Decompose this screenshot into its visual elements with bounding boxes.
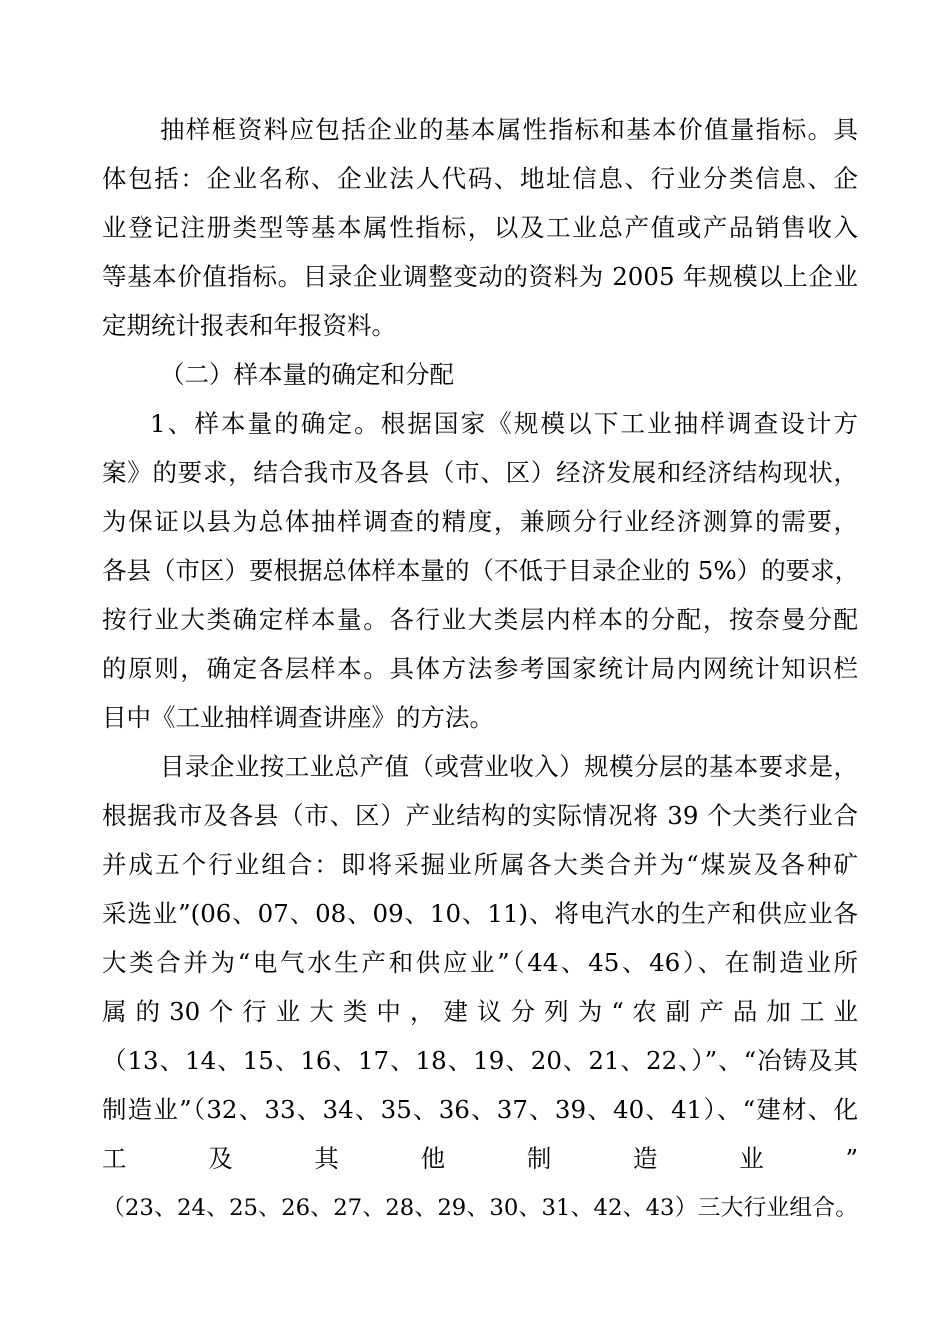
paragraph-line: 采选业”(06、07、08、09、10、11)、将电汽水的生产和供应业各 [102,899,858,928]
paragraph-line: 各县（市区）要根据总体样本量的（不低于目录企业的 5%）的要求， [102,556,860,585]
paragraph-line: （23、24、25、26、27、28、29、30、31、42、43）三大行业组合。 [102,1195,858,1221]
paragraph-line: 并成五个行业组合：即将采掘业所属各大类合并为“煤炭及各种矿 [102,850,858,879]
paragraph-line: 目录企业按工业总产值（或营业收入）规模分层的基本要求是， [160,752,858,781]
paragraph-line: 1、样本量的确定。根据国家《规模以下工业抽样调查设计方 [150,409,858,438]
paragraph-line: 业登记注册类型等基本属性指标，以及工业总产值或产品销售收入 [102,213,858,242]
paragraph-line: 制造业”（32、33、34、35、36、37、39、40、41）、“建材、化 [102,1095,858,1124]
paragraph-line: 工 及 其 他 制 造 业 ” [102,1144,858,1173]
paragraph-line: 定期统计报表和年报资料。 [102,311,396,340]
paragraph-line: 案》的要求，结合我市及各县（市、区）经济发展和经济结构现状， [102,458,858,487]
paragraph-line: 按行业大类确定样本量。各行业大类层内样本的分配，按奈曼分配 [102,605,858,634]
paragraph-line: 抽样框资料应包括企业的基本属性指标和基本价值量指标。具 [160,115,858,144]
paragraph-line: 大类合并为“电气水生产和供应业”（44、45、46）、在制造业所 [102,948,858,977]
paragraph-line: （13、14、15、16、17、18、19、20、21、22、）”、“冶铸及其 [102,1046,858,1075]
paragraph-line: 属 的 30 个 行 业 大 类 中 ， 建 议 分 列 为 “ 农 副 产 品 加 工 业 [102,997,858,1026]
paragraph-line: 根据我市及各县（市、区）产业结构的实际情况将 39 个大类行业合 [102,801,858,830]
paragraph-line: 体包括：企业名称、企业法人代码、地址信息、行业分类信息、企 [102,164,858,193]
paragraph-line: 等基本价值指标。目录企业调整变动的资料为 2005 年规模以上企业 [102,262,858,291]
paragraph-line: 为保证以县为总体抽样调查的精度，兼顾分行业经济测算的需要， [102,507,858,536]
paragraph-line: 目中《工业抽样调查讲座》的方法。 [102,703,494,732]
paragraph-line: 的原则，确定各层样本。具体方法参考国家统计局内网统计知识栏 [102,654,858,683]
section-heading: （二）样本量的确定和分配 [160,360,454,389]
